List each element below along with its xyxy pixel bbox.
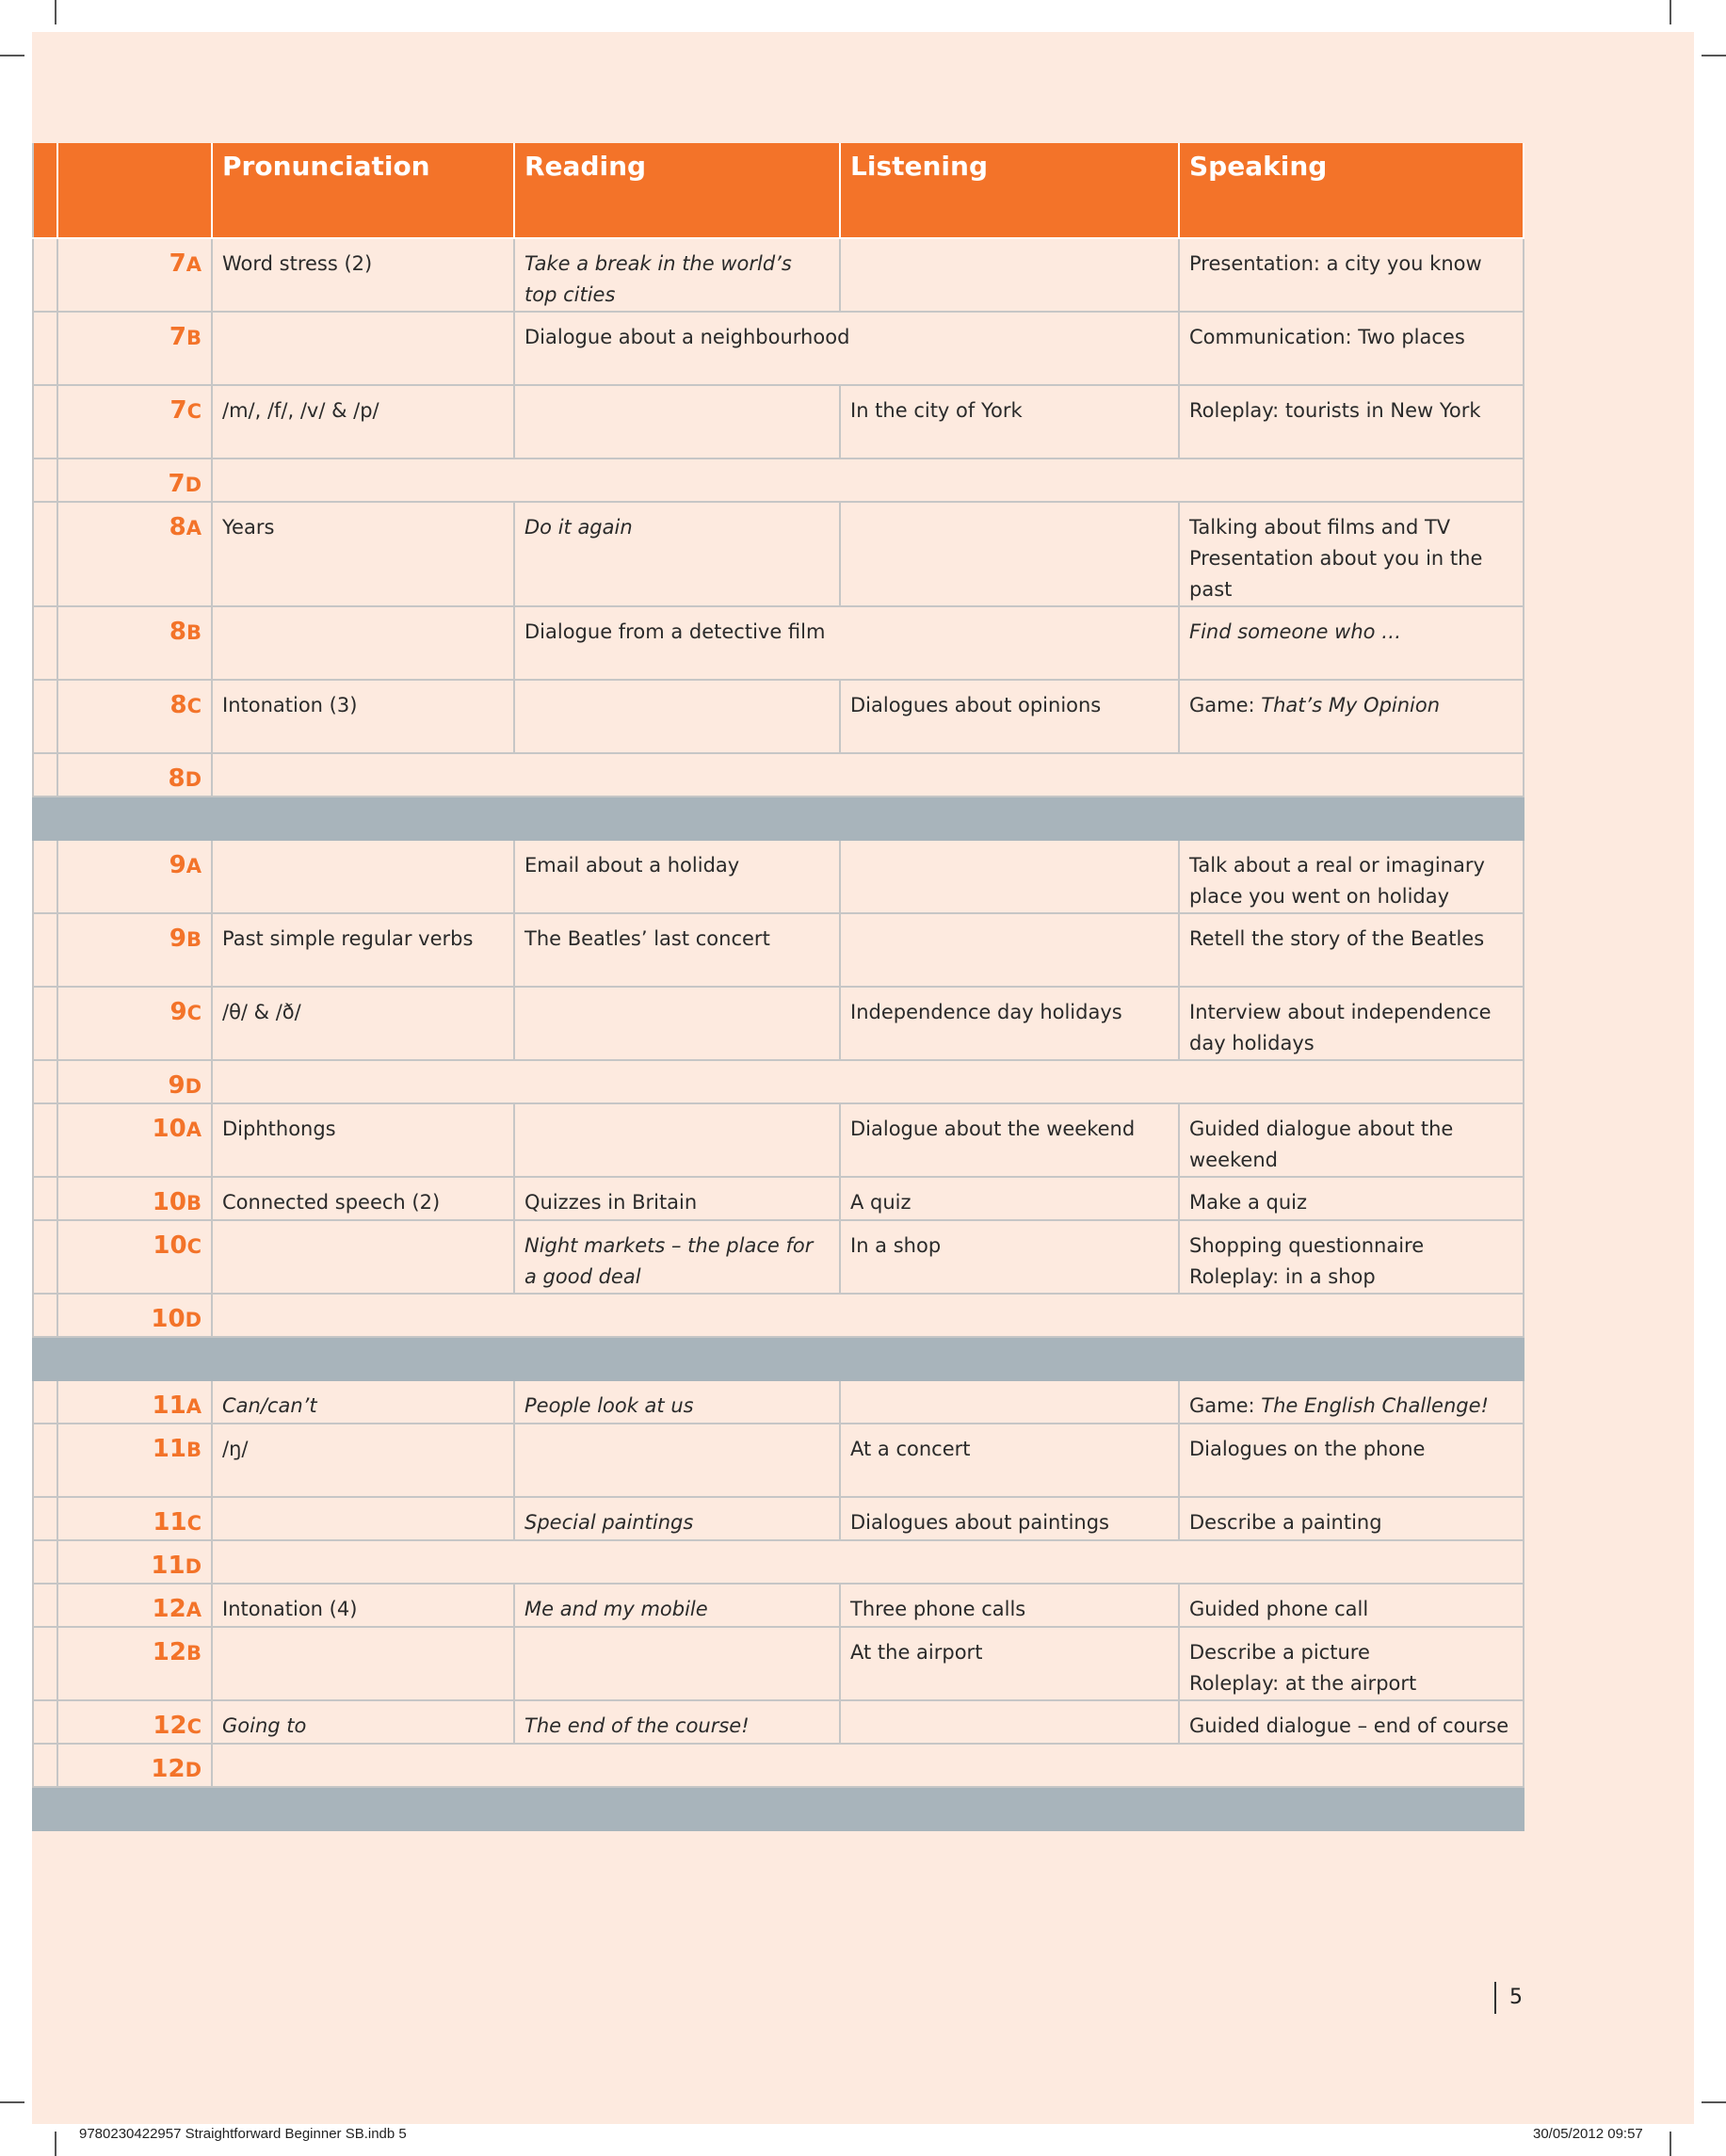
speaking-text-2: Roleplay: in a shop — [1189, 1265, 1376, 1288]
listening-cell: A quiz — [840, 1177, 1179, 1220]
reading-cell: Do it again — [514, 502, 840, 606]
lesson-row — [33, 1744, 1524, 1787]
lesson-row — [33, 238, 1524, 312]
reading-cell — [514, 1103, 840, 1177]
speaking-cell — [1179, 1584, 1524, 1627]
lesson-unit: 11 — [151, 1552, 186, 1580]
lesson-letter: D — [185, 1309, 202, 1331]
page-number: 5 — [1494, 1982, 1523, 2014]
listening-cell: Dialogue about the weekend — [840, 1103, 1179, 1177]
row-stripe — [33, 840, 57, 913]
lesson-letter: C — [186, 1512, 202, 1535]
reading-cell: Quizzes in Britain — [514, 1177, 840, 1220]
row-stripe — [33, 385, 57, 459]
pronunciation-cell: /θ/ & /ð/ — [212, 987, 514, 1060]
reading-listening-cell: Dialogue from a detective film — [514, 606, 1179, 680]
lesson-number — [57, 1380, 212, 1424]
speaking-cell — [1179, 987, 1524, 1060]
listening-cell — [840, 840, 1179, 913]
speaking-text: Game: — [1189, 694, 1262, 716]
header-stripe — [33, 143, 57, 238]
row-stripe — [33, 1744, 57, 1787]
lesson-letter: C — [186, 1715, 202, 1738]
crop-mark — [0, 2101, 24, 2103]
reading-cell: People look at us — [514, 1380, 840, 1424]
lesson-letter: B — [186, 621, 202, 644]
lesson-letter: D — [185, 1075, 202, 1098]
separator-band — [33, 1337, 1524, 1380]
lesson-number — [57, 1424, 212, 1497]
listening-cell — [840, 502, 1179, 606]
lesson-number — [57, 840, 212, 913]
lesson-unit: 9 — [169, 851, 186, 879]
header-listening: Listening — [840, 143, 1179, 238]
empty-cell — [212, 1294, 1524, 1337]
speaking-cell — [1179, 606, 1524, 680]
lesson-number — [57, 238, 212, 312]
speaking-text: Game: — [1189, 1394, 1262, 1417]
lesson-unit: 9 — [168, 1071, 186, 1100]
page — [32, 32, 1694, 2124]
pronunciation-cell: Word stress (2) — [212, 238, 514, 312]
lesson-unit: 7 — [169, 249, 186, 278]
lesson-row — [33, 1220, 1524, 1294]
speaking-text: Dialogues on the phone — [1189, 1438, 1426, 1460]
header-row — [33, 143, 1524, 238]
listening-cell — [840, 238, 1179, 312]
row-stripe — [33, 1103, 57, 1177]
lesson-letter: A — [186, 855, 202, 877]
row-stripe — [33, 987, 57, 1060]
crop-mark — [1670, 0, 1671, 24]
listening-cell: In the city of York — [840, 385, 1179, 459]
reading-listening-cell: Dialogue about a neighbourhood — [514, 312, 1179, 385]
contents-body — [33, 238, 1524, 1830]
lesson-unit: 10 — [151, 1305, 186, 1333]
reading-cell: Night markets – the place for a good deal — [514, 1220, 840, 1294]
reading-cell: Take a break in the world’s top cities — [514, 238, 840, 312]
listening-cell: Dialogues about paintings — [840, 1497, 1179, 1540]
speaking-title: That’s My Opinion — [1261, 694, 1441, 716]
lesson-unit: 12 — [152, 1638, 186, 1666]
row-stripe — [33, 1177, 57, 1220]
lesson-row — [33, 913, 1524, 987]
speaking-cell — [1179, 840, 1524, 913]
speaking-cell — [1179, 502, 1524, 606]
reading-cell — [514, 385, 840, 459]
lesson-row — [33, 1294, 1524, 1337]
row-stripe — [33, 1380, 57, 1424]
crop-mark — [55, 2132, 56, 2156]
lesson-unit: 8 — [169, 618, 186, 646]
reading-cell: The Beatles’ last concert — [514, 913, 840, 987]
row-stripe — [33, 1497, 57, 1540]
lesson-row — [33, 1584, 1524, 1627]
lesson-number — [57, 680, 212, 753]
lesson-number — [57, 1220, 212, 1294]
speaking-text: Describe a picture — [1189, 1641, 1370, 1664]
lesson-row — [33, 840, 1524, 913]
lesson-number — [57, 1744, 212, 1787]
reading-cell: Special paintings — [514, 1497, 840, 1540]
speaking-cell — [1179, 238, 1524, 312]
lesson-number — [57, 1103, 212, 1177]
lesson-letter: B — [186, 1642, 202, 1665]
pronunciation-cell — [212, 1497, 514, 1540]
row-stripe — [33, 459, 57, 502]
crop-mark — [1670, 2132, 1671, 2156]
speaking-text: Guided dialogue about the weekend — [1189, 1118, 1454, 1171]
lesson-letter: D — [185, 474, 202, 496]
lesson-letter: A — [186, 1118, 202, 1141]
lesson-number — [57, 1294, 212, 1337]
row-stripe — [33, 1220, 57, 1294]
pronunciation-cell: /m/, /f/, /v/ & /p/ — [212, 385, 514, 459]
section-separator — [33, 1787, 1524, 1830]
lesson-letter: C — [186, 1002, 202, 1024]
lesson-number — [57, 753, 212, 796]
lesson-number — [57, 312, 212, 385]
lesson-number — [57, 606, 212, 680]
row-stripe — [33, 1540, 57, 1584]
speaking-text: Shopping questionnaire — [1189, 1234, 1425, 1257]
speaking-text: Guided dialogue – end of course — [1189, 1714, 1509, 1737]
lesson-row — [33, 606, 1524, 680]
speaking-text: Roleplay: tourists in New York — [1189, 399, 1481, 422]
lesson-unit: 7 — [169, 323, 186, 351]
header-pronunciation: Pronunciation — [212, 143, 514, 238]
listening-cell: At the airport — [840, 1627, 1179, 1700]
pronunciation-cell: /ŋ/ — [212, 1424, 514, 1497]
lesson-number — [57, 385, 212, 459]
lesson-letter: D — [185, 768, 202, 791]
lesson-unit: 9 — [169, 998, 187, 1026]
speaking-text: Retell the story of the Beatles — [1189, 927, 1485, 950]
lesson-row — [33, 385, 1524, 459]
lesson-unit: 8 — [169, 691, 187, 719]
lesson-unit: 10 — [152, 1115, 186, 1143]
lesson-letter: A — [186, 1395, 202, 1418]
lesson-number — [57, 502, 212, 606]
lesson-letter: D — [185, 1759, 202, 1781]
header-lesson — [57, 143, 212, 238]
lesson-row — [33, 987, 1524, 1060]
listening-cell — [840, 1380, 1179, 1424]
lesson-letter: A — [186, 517, 202, 539]
lesson-number — [57, 1497, 212, 1540]
reading-cell — [514, 680, 840, 753]
row-stripe — [33, 753, 57, 796]
speaking-title: The English Challenge! — [1261, 1394, 1489, 1417]
speaking-cell — [1179, 1220, 1524, 1294]
reading-cell: The end of the course! — [514, 1700, 840, 1744]
row-stripe — [33, 913, 57, 987]
pronunciation-cell — [212, 312, 514, 385]
separator-band — [33, 796, 1524, 840]
lesson-number — [57, 1540, 212, 1584]
lesson-unit: 12 — [151, 1755, 186, 1783]
reading-cell — [514, 1627, 840, 1700]
listening-cell: Dialogues about opinions — [840, 680, 1179, 753]
lesson-row — [33, 502, 1524, 606]
speaking-cell — [1179, 1177, 1524, 1220]
row-stripe — [33, 1060, 57, 1103]
lesson-number — [57, 1627, 212, 1700]
speaking-text: Communication: Two places — [1189, 326, 1465, 348]
lesson-row — [33, 459, 1524, 502]
row-stripe — [33, 680, 57, 753]
speaking-text: Describe a painting — [1189, 1511, 1382, 1534]
listening-cell: In a shop — [840, 1220, 1179, 1294]
lesson-letter: C — [186, 1235, 202, 1258]
lesson-unit: 8 — [168, 764, 186, 793]
listening-cell: Three phone calls — [840, 1584, 1179, 1627]
pronunciation-cell: Intonation (4) — [212, 1584, 514, 1627]
listening-cell: Independence day holidays — [840, 987, 1179, 1060]
lesson-row — [33, 753, 1524, 796]
lesson-row — [33, 1627, 1524, 1700]
lesson-letter: B — [186, 1439, 202, 1461]
lesson-letter: B — [186, 327, 202, 349]
speaking-cell — [1179, 1700, 1524, 1744]
crop-mark — [1702, 2101, 1726, 2103]
lesson-row — [33, 1424, 1524, 1497]
reading-cell — [514, 987, 840, 1060]
lesson-row — [33, 312, 1524, 385]
crop-mark — [1702, 55, 1726, 56]
lesson-unit: 7 — [169, 396, 187, 425]
speaking-cell — [1179, 1380, 1524, 1424]
row-stripe — [33, 606, 57, 680]
lesson-unit: 7 — [168, 470, 186, 498]
speaking-cell — [1179, 913, 1524, 987]
slug-right: 30/05/2012 09:57 — [1533, 2126, 1643, 2142]
pronunciation-cell — [212, 606, 514, 680]
lesson-unit: 11 — [152, 1392, 186, 1420]
header-reading: Reading — [514, 143, 840, 238]
lesson-letter: B — [186, 928, 202, 951]
speaking-cell — [1179, 1424, 1524, 1497]
listening-cell — [840, 1700, 1179, 1744]
row-stripe — [33, 1584, 57, 1627]
empty-cell — [212, 459, 1524, 502]
reading-cell: Email about a holiday — [514, 840, 840, 913]
section-separator — [33, 796, 1524, 840]
lesson-unit: 11 — [153, 1508, 187, 1537]
listening-cell — [840, 913, 1179, 987]
pronunciation-cell: Can/can’t — [212, 1380, 514, 1424]
row-stripe — [33, 1424, 57, 1497]
lesson-row — [33, 1060, 1524, 1103]
empty-cell — [212, 1540, 1524, 1584]
row-stripe — [33, 1294, 57, 1337]
lesson-letter: A — [186, 253, 202, 276]
lesson-number — [57, 913, 212, 987]
lesson-unit: 11 — [152, 1435, 186, 1463]
lesson-unit: 9 — [169, 925, 186, 953]
pronunciation-cell — [212, 840, 514, 913]
speaking-cell — [1179, 1627, 1524, 1700]
lesson-letter: A — [186, 1599, 202, 1621]
pronunciation-cell: Intonation (3) — [212, 680, 514, 753]
lesson-number — [57, 1584, 212, 1627]
reading-cell: Me and my mobile — [514, 1584, 840, 1627]
pronunciation-cell: Past simple regular verbs — [212, 913, 514, 987]
speaking-text: Guided phone call — [1189, 1598, 1369, 1620]
speaking-text: Make a quiz — [1189, 1191, 1308, 1214]
pronunciation-cell: Going to — [212, 1700, 514, 1744]
lesson-number — [57, 1177, 212, 1220]
empty-cell — [212, 1060, 1524, 1103]
speaking-cell — [1179, 680, 1524, 753]
speaking-cell — [1179, 312, 1524, 385]
pronunciation-cell: Years — [212, 502, 514, 606]
lesson-unit: 12 — [152, 1595, 186, 1623]
separator-band — [33, 1787, 1524, 1830]
lesson-row — [33, 1700, 1524, 1744]
lesson-letter: C — [186, 695, 202, 717]
speaking-text: Talking about films and TV — [1189, 516, 1451, 539]
lesson-number — [57, 1700, 212, 1744]
lesson-letter: C — [186, 400, 202, 423]
crop-mark — [55, 0, 56, 24]
lesson-row — [33, 1540, 1524, 1584]
row-stripe — [33, 238, 57, 312]
speaking-text-2: Presentation about you in the past — [1189, 547, 1483, 601]
pronunciation-cell — [212, 1627, 514, 1700]
lesson-unit: 8 — [169, 513, 186, 541]
row-stripe — [33, 312, 57, 385]
lesson-number — [57, 459, 212, 502]
slug-left: 9780230422957 Straightforward Beginner SB.indb 5 — [79, 2126, 407, 2142]
lesson-number — [57, 1060, 212, 1103]
pronunciation-cell: Connected speech (2) — [212, 1177, 514, 1220]
speaking-text: Talk about a real or imaginary place you went on holiday — [1189, 854, 1485, 908]
lesson-unit: 10 — [152, 1188, 186, 1216]
lesson-row — [33, 680, 1524, 753]
section-separator — [33, 1337, 1524, 1380]
lesson-number — [57, 987, 212, 1060]
speaking-text: Presentation: a city you know — [1189, 252, 1482, 275]
header-speaking: Speaking — [1179, 143, 1524, 238]
lesson-row — [33, 1497, 1524, 1540]
pronunciation-cell — [212, 1220, 514, 1294]
speaking-cell — [1179, 385, 1524, 459]
speaking-cell — [1179, 1103, 1524, 1177]
lesson-letter: D — [185, 1555, 202, 1578]
speaking-text-2: Roleplay: at the airport — [1189, 1672, 1417, 1695]
row-stripe — [33, 502, 57, 606]
row-stripe — [33, 1627, 57, 1700]
lesson-letter: B — [186, 1192, 202, 1215]
row-stripe — [33, 1700, 57, 1744]
crop-mark — [0, 55, 24, 56]
lesson-unit: 10 — [153, 1231, 187, 1260]
lesson-row — [33, 1177, 1524, 1220]
listening-cell: At a concert — [840, 1424, 1179, 1497]
reading-cell — [514, 1424, 840, 1497]
contents-table — [32, 143, 1524, 1831]
speaking-cell — [1179, 1497, 1524, 1540]
lesson-row — [33, 1103, 1524, 1177]
speaking-text: Find someone who … — [1189, 620, 1402, 643]
empty-cell — [212, 1744, 1524, 1787]
speaking-text: Interview about independence day holidays — [1189, 1001, 1492, 1054]
pronunciation-cell: Diphthongs — [212, 1103, 514, 1177]
lesson-row — [33, 1380, 1524, 1424]
empty-cell — [212, 753, 1524, 796]
lesson-unit: 12 — [153, 1712, 187, 1740]
